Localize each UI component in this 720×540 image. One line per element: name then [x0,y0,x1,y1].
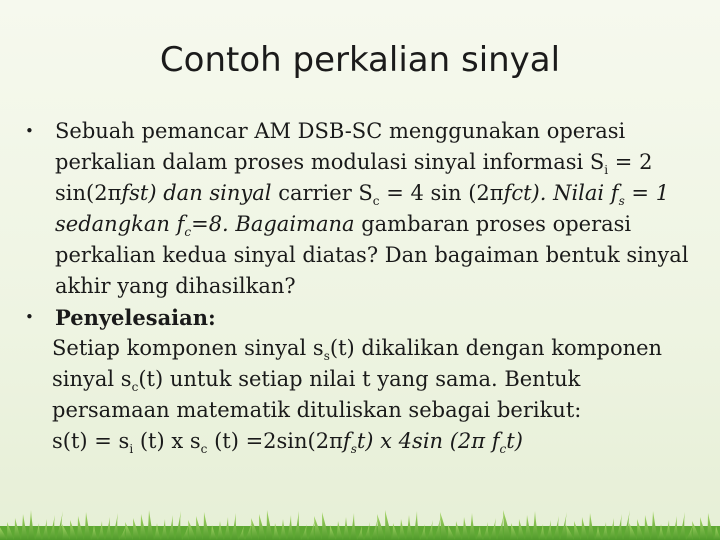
subscript: i [604,163,609,178]
italic-run: =8. Bagaimana [191,212,355,236]
text-run: (t) x s [133,429,201,453]
text-run: gambaran proses operasi perkalian kedua sinyal diatas? Dan bagaiman bentuk sinyal akhir yang dihasilkan? [55,212,689,298]
subscript: s [618,194,625,209]
question-text [55,116,702,302]
italic-run: t) [506,429,523,453]
grass-blade [651,511,658,540]
solution-paragraph [22,333,702,426]
italic-run: = 1 sedangkan f [55,181,670,236]
bullet-question [22,116,702,302]
text-run: (t) untuk setiap nilai t yang sama. Bentuk persamaan matematik dituliskan sebagai berikut: [52,367,582,422]
text-run: Setiap komponen sinyal s [52,336,324,360]
text-run: (t) =2sin(2π [207,429,343,453]
bullet-dot: • [25,308,34,326]
formula-line [22,426,702,457]
subscript: s [350,442,357,457]
grass-blade [266,510,273,540]
subscript: c [184,225,192,240]
subscript: c [372,194,380,209]
subscript: i [129,442,134,457]
italic-run: fct). Nilai f [503,181,619,205]
bullet-dot: • [25,122,34,140]
bullet-solution [22,302,702,333]
text-run: = 2 sin(2π [55,150,653,205]
subscript: c [200,442,208,457]
subscript: c [499,442,507,457]
grass-blade [503,510,511,540]
grass-blade [28,510,35,540]
grass-blade [294,511,301,540]
italic-run: t) x 4sin (2π f [356,429,500,453]
grass-blade [385,510,392,540]
solution-label: Penyelesaian: [55,305,216,330]
text-run: Sebuah pemancar AM DSB-SC menggunakan operasi perkalian dalam proses modulasi sinyal informasi S [55,119,626,174]
slide-title: Contoh perkalian sinyal [159,40,561,80]
text-run: (t) dikalikan dengan komponen sinyal s [52,336,663,391]
italic-run: fst) dan sinyal [121,181,272,205]
grass-blade [413,511,420,540]
subscript: c [131,380,139,395]
text-run: s(t) = s [52,429,130,453]
grass-decoration [0,500,720,540]
italic-run: f [342,429,351,453]
text-run: = 4 sin (2π [379,181,504,205]
grass-blade [175,511,182,540]
slide-body [22,116,702,457]
subscript: s [323,349,330,364]
grass-blade [147,510,154,540]
text-run: carrier S [271,181,373,205]
grass-blade [532,511,539,540]
